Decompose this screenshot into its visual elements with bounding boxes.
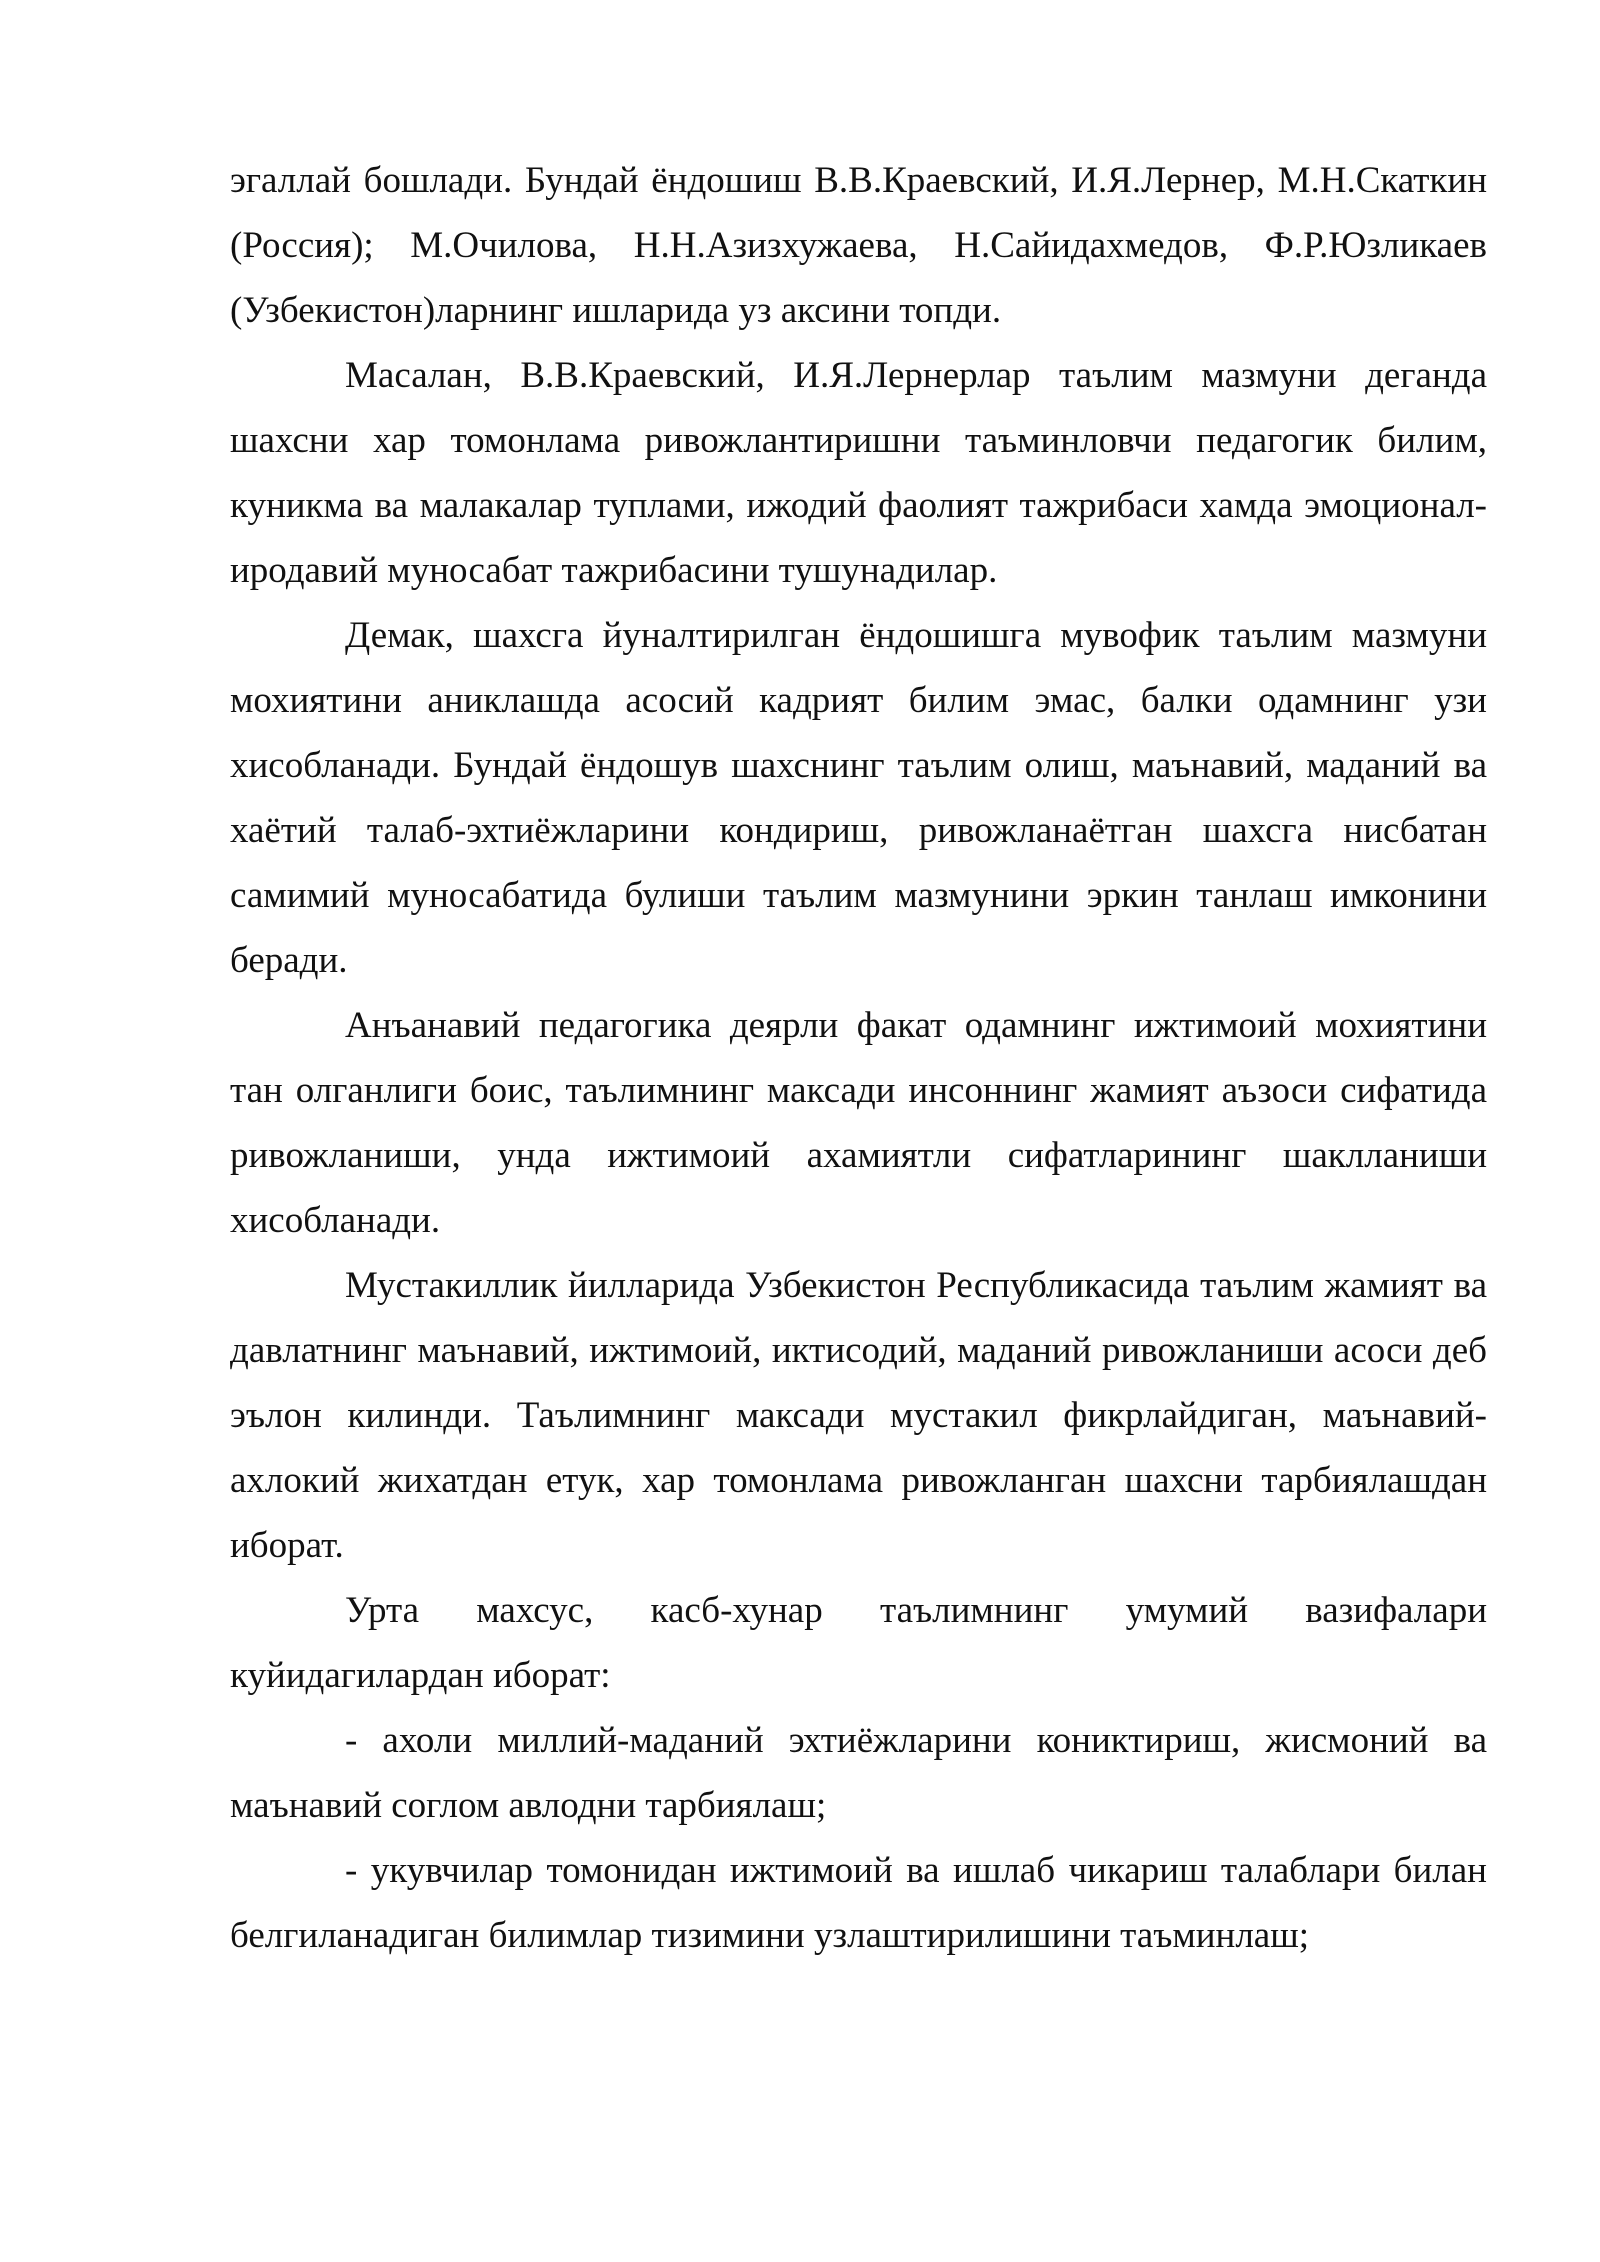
list-item: - ахоли миллий-маданий эхтиёжларини кониктириш, жисмоний ва маънавий соглом авлодни тарбиялаш;: [230, 1720, 1487, 1826]
paragraph: Анъанавий педагогика деярли факат одамнинг ижтимоий мохиятини тан олганлиги боис, таълимнинг максади инсоннинг жамият аъзоси сифатида ривожланиши, унда ижтимоий ахамиятли сифатларининг шаклланиши хисобланади.: [230, 1005, 1487, 1241]
list-item: - укувчилар томонидан ижтимоий ва ишлаб чикариш талаблари билан белгиланадиган билимлар тизимини узлаштирилишини таъминлаш;: [230, 1850, 1487, 1956]
paragraph: Мустакиллик йилларида Узбекистон Республикасида таълим жамият ва давлатнинг маънавий, ижтимоий, иктисодий, маданий ривожланиши асоси деб эълон килинди. Таълимнинг максади мустакил фикрлайдиган, маънавий-ахлокий жихатдан етук, хар томонлама ривожланган шахсни тарбиялашдан иборат.: [230, 1265, 1487, 1566]
paragraph: эгаллай бошлади. Бундай ёндошиш В.В.Краевский, И.Я.Лернер, М.Н.Скаткин (Россия); М.Очилова, Н.Н.Азизхужаева, Н.Сайидахмедов, Ф.Р.Юзликаев (Узбекистон)ларнинг ишларида уз аксини топди.: [230, 160, 1487, 331]
document-body: [230, 148, 1487, 1968]
paragraph: Демак, шахсга йуналтирилган ёндошишга мувофик таълим мазмуни мохиятини аниклашда асосий кадрият билим эмас, балки одамнинг узи хисобланади. Бундай ёндошув шахснинг таълим олиш, маънавий, маданий ва хаётий талаб-эхтиёжларини кондириш, ривожланаётган шахсга нисбатан самимий муносабатида булиши таълим мазмунини эркин танлаш имконини беради.: [230, 615, 1487, 981]
paragraph: Масалан, В.В.Краевский, И.Я.Лернерлар таълим мазмуни деганда шахсни хар томонлама ривожлантиришни таъминловчи педагогик билим, куникма ва малакалар туплами, ижодий фаолият тажрибаси хамда эмоционал-иродавий муносабат тажрибасини тушунадилар.: [230, 355, 1487, 591]
paragraph: Урта махсус, касб-хунар таълимнинг умумий вазифалари куйидагилардан иборат:: [230, 1590, 1487, 1696]
